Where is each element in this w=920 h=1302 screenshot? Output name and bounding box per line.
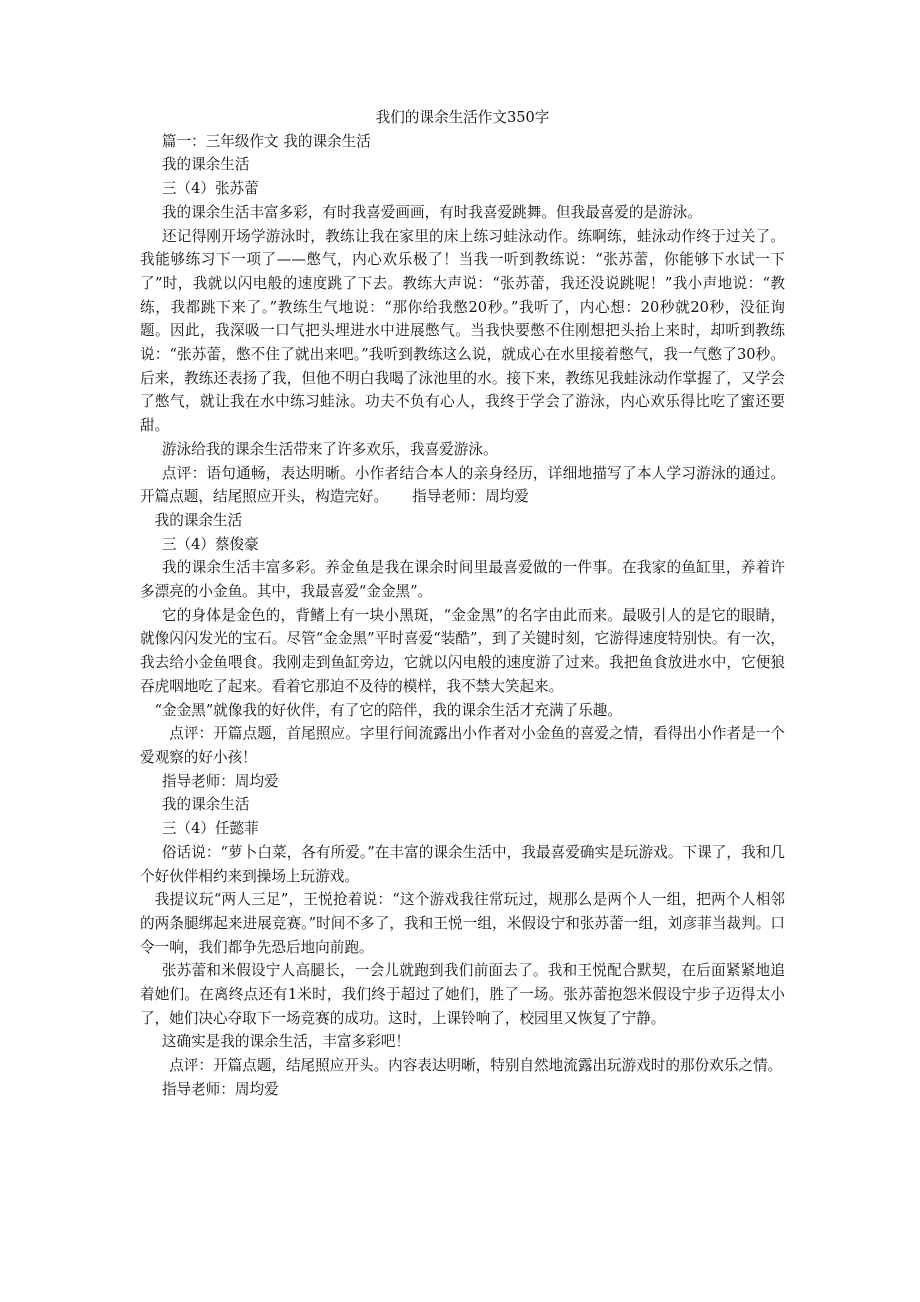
section1-teacher: 指导老师：周均爱	[412, 488, 529, 506]
section1-subtitle: 我的课余生活	[161, 156, 250, 174]
section1-author: 三（4）张苏蕾	[161, 180, 259, 198]
section2-paragraph-2: 它的身体是金色的，背鳍上有一块小黑斑，“金金黑”的名字由此而来。最吸引人的是它的眼睛，就像闪闪发光的宝石。尽管“金金黑”平时喜爱“装酷”，到了关键时刻，它游得速度特别快。有一次，我去给小金鱼喂食。我刚走到鱼缸旁边，它就以闪电般的速度游了过来。我把鱼食放进水中，它便狼吞虎咽地吃了起来。看着它那迫不及待的模样，我不禁大笑起来。	[140, 606, 785, 695]
section3-paragraph-4: 这确实是我的课余生活，丰富多彩吧！	[161, 1033, 410, 1051]
section3-comment: 点评：开篇点题，结尾照应开头。内容表达明晰，特别自然地流露出玩游戏时的那份欢乐之情。	[169, 1057, 783, 1075]
document-page	[140, 106, 785, 1102]
section3-paragraph-1: 俗话说：“萝卜白菜，各有所爱。”在丰富的课余生活中，我最喜爱确实是玩游戏。下课了，我和几个好伙伴相约来到操场上玩游戏。	[140, 843, 785, 885]
section2-paragraph-3: “金金黑”就像我的好伙伴，有了它的陪伴，我的课余生活才充满了乐趣。	[154, 701, 622, 719]
section1-paragraph-3: 游泳给我的课余生活带来了许多欢乐，我喜爱游泳。	[161, 440, 498, 458]
section1-paragraph-2: 还记得刚开场学游泳时，教练让我在家里的床上练习蛙泳动作。练啊练，蛙泳动作终于过关了。我能够练习下一项了——憋气，内心欢乐极了！当我一听到教练说：“张苏蕾，你能够下水试一下了”时，我就以闪电般的速度跳了下去。教练大声说：“张苏蕾，我还没说跳呢！”我小声地说：“教练，我都跳下来了。”教练生气地说：“那你给我憋20秒。”我听了，内心想：20秒就20秒，没征询题。因此，我深吸一口气把头埋进水中进展憋气。当我快要憋不住刚想把头抬上来时，却听到教练说：“张苏蕾，憋不住了就出来吧。”我听到教练这么说，就成心在水里接着憋气，我一气憋了30秒。后来，教练还表扬了我，但他不明白我喝了泳池里的水。接下来，教练见我蛙泳动作掌握了，又学会了憋气，就让我在水中练习蛙泳。功夫不负有心人，我终于学会了游泳，内心欢乐得比吃了蜜还要甜。	[140, 227, 785, 435]
section1-comment-text: 点评：语句通畅，表达明晰。小作者结合本人的亲身经历，详细地描写了本人学习游泳的通过。开篇点题，结尾照应开头，构造完好。	[140, 464, 785, 506]
section3-author: 三（4）任懿菲	[161, 820, 259, 838]
section2-teacher: 指导老师：周均爱	[161, 772, 279, 790]
section2-paragraph-1: 我的课余生活丰富多彩。养金鱼是我在课余时间里最喜爱做的一件事。在我家的鱼缸里，养着许多漂亮的小金鱼。其中，我最喜爱“金金黑”。	[140, 559, 785, 601]
section2-comment: 点评：开篇点题，首尾照应。字里行间流露出小作者对小金鱼的喜爱之情，看得出小作者是一个爱观察的好小孩！	[140, 725, 785, 766]
section3-paragraph-3: 张苏蕾和米假设宁人高腿长，一会儿就跑到我们前面去了。我和王悦配合默契，在后面紧紧地追着她们。在离终点还有1米时，我们终于超过了她们，胜了一场。张苏蕾抱怨米假设宁步子迈得太小了，她们决心夺取下一场竞赛的成功。这时，上课铃响了，校园里又恢复了宁静。	[140, 962, 785, 1027]
section1-paragraph-1: 我的课余生活丰富多彩，有时我喜爱画画，有时我喜爱跳舞。但我最喜爱的是游泳。	[161, 203, 702, 221]
section2-subtitle: 我的课余生活	[154, 511, 243, 529]
section2-author: 三（4）蔡俊豪	[161, 535, 259, 553]
section1-comment	[140, 462, 785, 509]
section3-paragraph-2: 我提议玩“两人三足”，王悦抢着说：“这个游戏我往常玩过，规那么是两个人一组，把两个人相邻的两条腿绑起来进展竞赛。”时间不多了，我和王悦一组，米假设宁和张苏蕾一组，刘彦菲当裁判。口令一响，我们都争先恐后地向前跑。	[140, 891, 785, 956]
page-title: 我们的课余生活作文350字	[375, 109, 550, 126]
section3-teacher: 指导老师：周均爱	[161, 1080, 279, 1098]
section3-subtitle: 我的课余生活	[161, 796, 250, 814]
section1-heading: 篇一：三年级作文 我的课余生活	[161, 132, 371, 150]
